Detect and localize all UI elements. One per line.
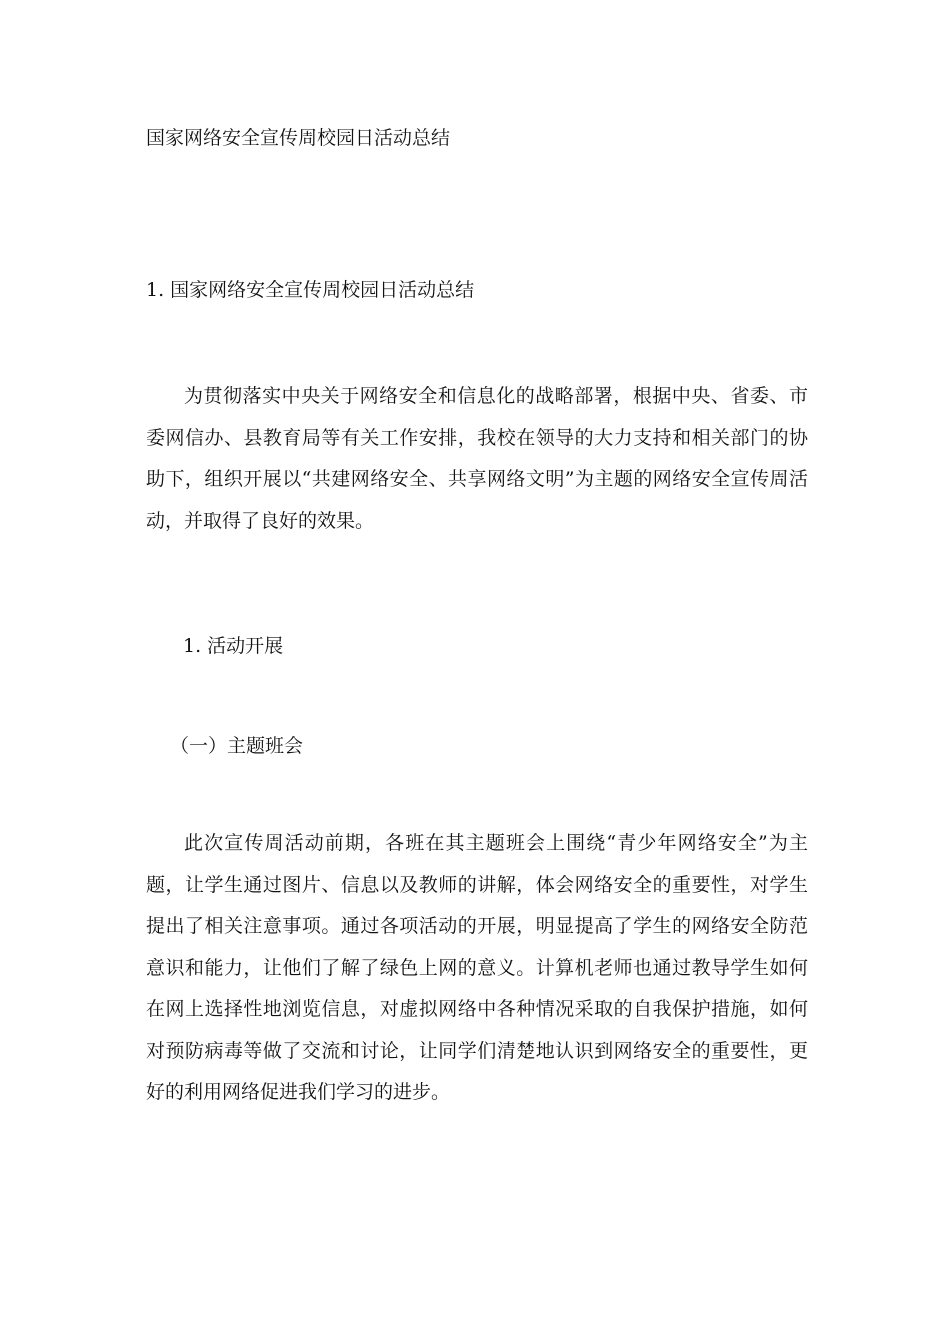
heading-1: 1. 国家网络安全宣传周校园日活动总结 (146, 279, 475, 301)
intro-paragraph: 为贯彻落实中央关于网络安全和信息化的战略部署，根据中央、省委、市委网信办、县教育局等有关工作安排，我校在领导的大力支持和相关部门的协助下，组织开展以“共建网络安全、共享网络文明”为主题的网络安全宣传周活动，并取得了良好的效果。 (146, 385, 808, 532)
class-meeting-paragraph: 此次宣传周活动前期，各班在其主题班会上围绕“青少年网络安全”为主题，让学生通过图片、信息以及教师的讲解，体会网络安全的重要性，对学生提出了相关注意事项。通过各项活动的开展，明显提高了学生的网络安全防范意识和能力，让他们了解了绿色上网的意义。计算机老师也通过教导学生如何在网上选择性地浏览信息，对虚拟网络中各种情况采取的自我保护措施，如何对预防病毒等做了交流和讨论，让同学们清楚地认识到网络安全的重要性，更好的利用网络促进我们学习的进步。 (146, 832, 808, 1103)
subsection-heading-class-meeting: （一）主题班会 (170, 735, 304, 757)
document-title: 国家网络安全宣传周校园日活动总结 (146, 127, 451, 149)
section-heading-activities: 1. 活动开展 (183, 635, 284, 657)
